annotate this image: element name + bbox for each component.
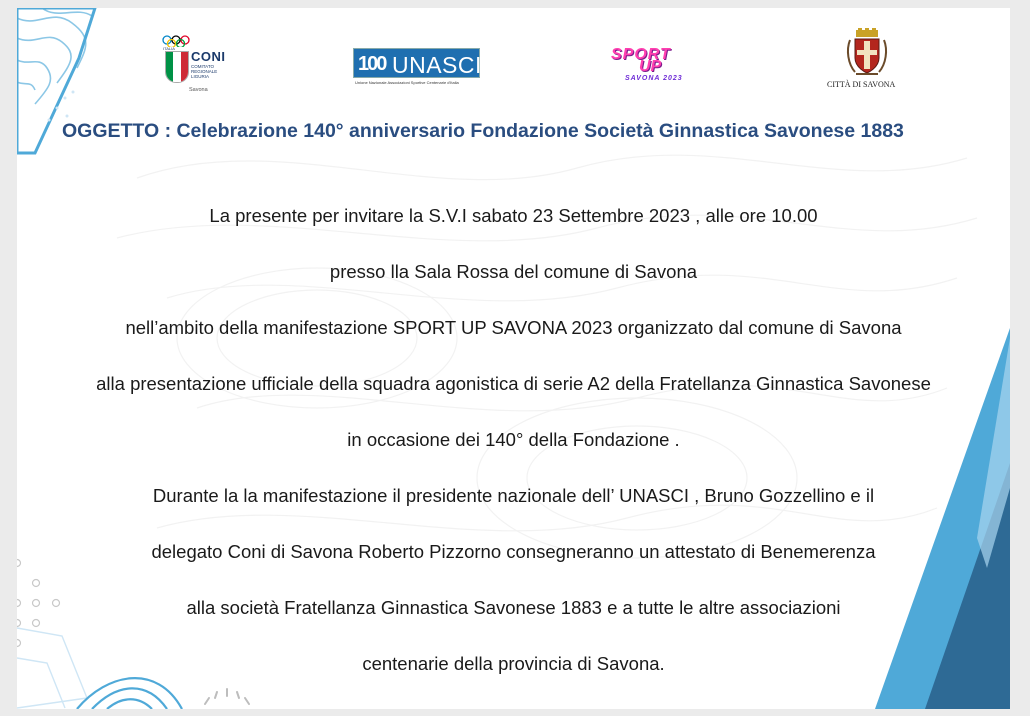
body-line: alla società Fratellanza Ginnastica Savonese 1883 e a tutte le altre associazioni xyxy=(186,597,841,618)
coni-name: CONI xyxy=(191,49,226,64)
unasci-name: UNASCI xyxy=(392,52,482,78)
body-line: in occasione dei 140° della Fondazione . xyxy=(347,429,680,450)
italian-flag-shield-icon xyxy=(165,51,189,83)
body-line: alla presentazione ufficiale della squadra agonistica di serie A2 della Fratellanza Ginnastica Savonese xyxy=(96,373,931,394)
body-line: delegato Coni di Savona Roberto Pizzorno consegneranno un attestato di Benemerenza xyxy=(151,541,876,562)
sport-up-line2: UP xyxy=(639,58,662,75)
unasci-caption: Unione Nazionale Associazioni Sportive Centenarie d'Italia xyxy=(355,80,459,85)
body-line: nell’ambito della manifestazione SPORT UP SAVONA 2023 organizzato dal comune di Savona xyxy=(125,317,902,338)
citta-caption: CITTÀ DI SAVONA xyxy=(827,80,896,89)
sport-up-line1: SPORT xyxy=(611,46,671,63)
sport-up-line3: SAVONA 2023 xyxy=(625,75,683,82)
body-line: presso lla Sala Rossa del comune di Savona xyxy=(329,261,698,282)
citta-di-savona-logo xyxy=(822,28,912,92)
invitation-page xyxy=(17,8,1010,709)
unasci-number: 100 xyxy=(358,53,386,75)
body-line: La presente per invitare la S.V.I sabato 23 Settembre 2023 , alle ore 10.00 xyxy=(209,205,818,226)
coni-city: Savona xyxy=(189,87,208,93)
coni-subtitle: COMITATO REGIONALE LIGURIA xyxy=(191,64,218,79)
body-line: centenarie della provincia di Savona. xyxy=(362,653,665,674)
coni-country: ITALIA xyxy=(163,46,175,51)
sport-up-logo xyxy=(609,46,705,88)
subject-heading: OGGETTO : Celebrazione 140° anniversario Fondazione Società Ginnastica Savonese 1883 xyxy=(62,120,904,142)
body-line: Durante la la manifestazione il presidente nazionale dell’ UNASCI , Bruno Gozzellino e il xyxy=(152,485,875,506)
coni-logo xyxy=(159,33,229,95)
coat-of-arms-icon xyxy=(822,28,912,80)
unasci-logo xyxy=(353,48,480,86)
unasci-badge xyxy=(353,48,480,78)
